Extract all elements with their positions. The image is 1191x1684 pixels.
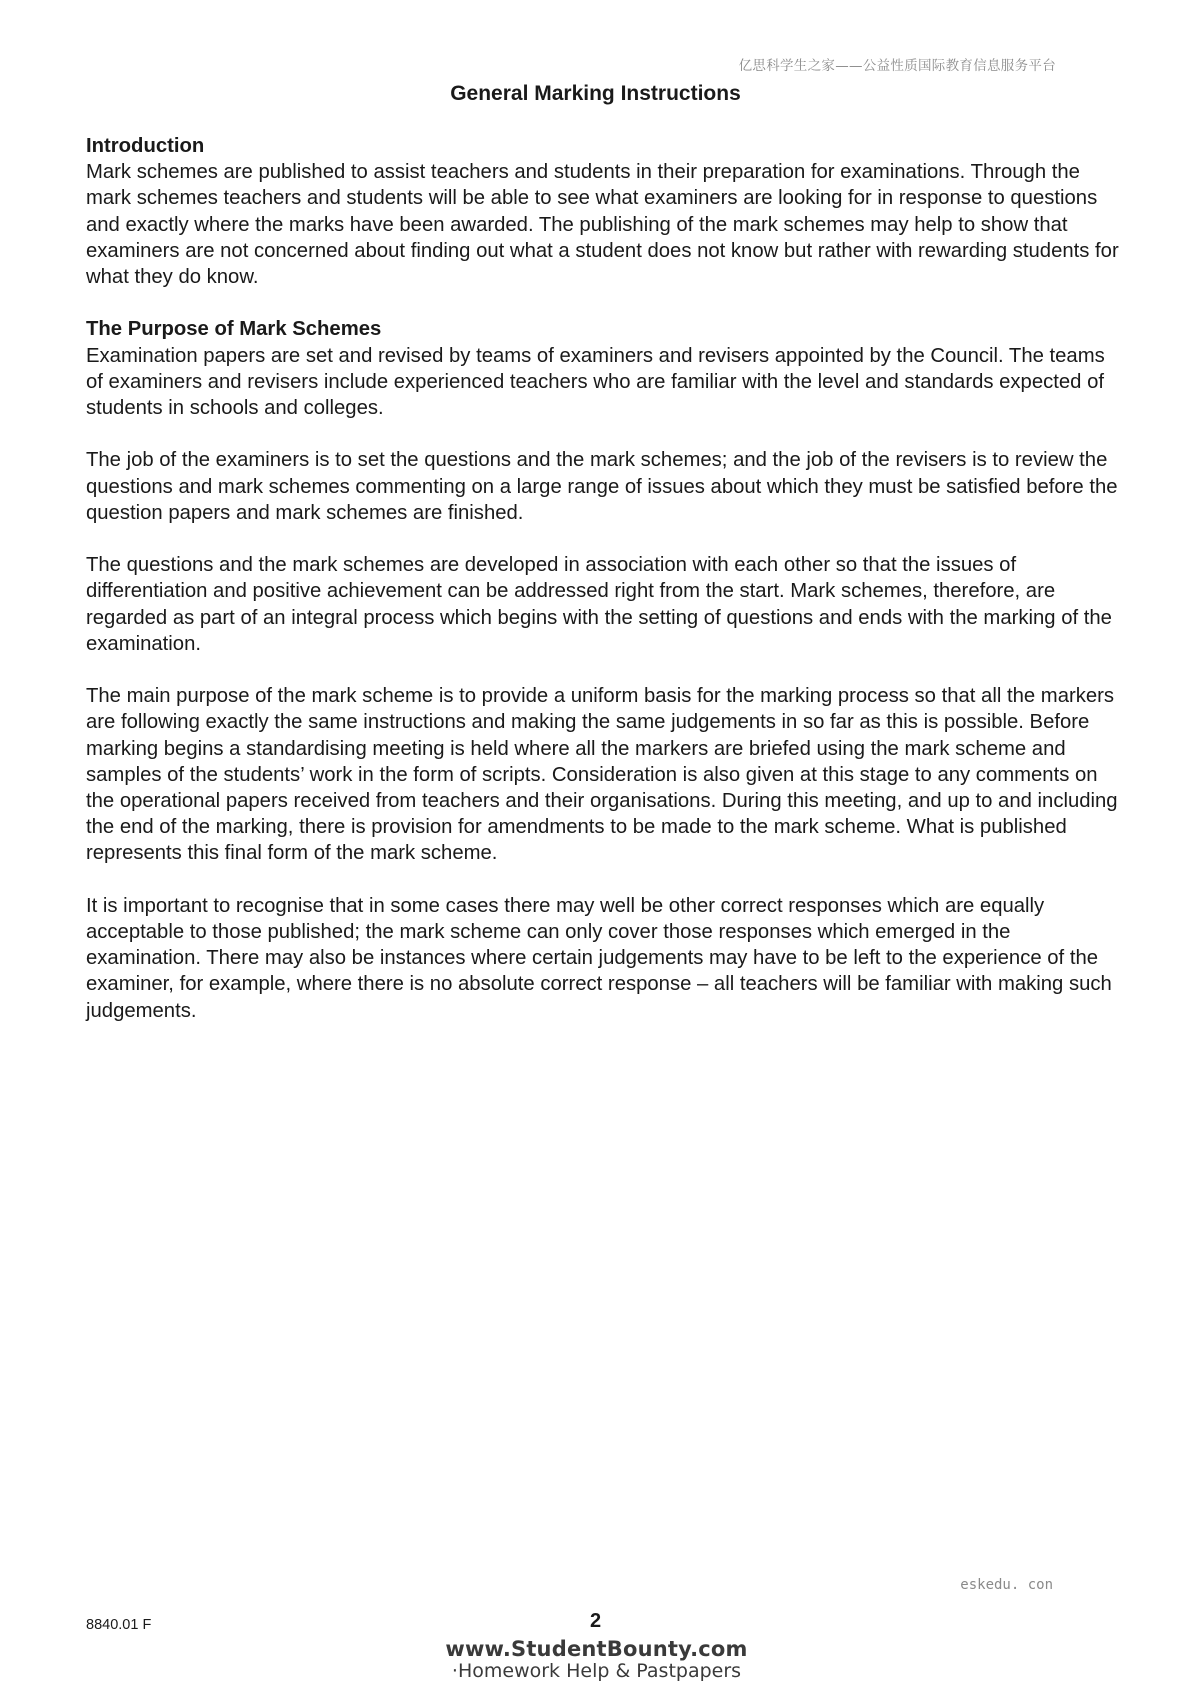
logo-url: www.StudentBounty.com: [445, 1637, 748, 1661]
document-code: 8840.01 F: [86, 1617, 152, 1633]
studentbounty-logo[interactable]: [444, 1638, 749, 1682]
introduction-heading: Introduction: [86, 135, 205, 157]
paragraph: Examination papers are set and revised by teams of examiners and revisers appointed by the Council. The teams of examiners and revisers include experienced teachers who are familiar with the level and standards expected of students in schools and colleges.: [86, 344, 1105, 420]
logo-tagline: ·Homework Help & Pastpapers: [451, 1660, 742, 1682]
purpose-heading: The Purpose of Mark Schemes: [86, 318, 382, 341]
document-body: [86, 133, 1126, 1050]
paragraph: The job of the examiners is to set the questions and the mark schemes; and the job of the revisers is to review the questions and mark schemes commenting on a large range of issues about which they must be satisfied before the question papers and mark schemes are finished.: [86, 449, 1118, 524]
paragraph: It is important to recognise that in some cases there may well be other correct responses which are equally acceptable to those published; the mark scheme can only cover those responses which emerged in the examination. There may also be instances where certain judgements may have to be left to the experience of the examiner, for example, where there is no absolute correct response – all teachers will be familiar with making such judgements.: [86, 894, 1112, 1022]
page-number: 2: [589, 1610, 602, 1632]
page-title: General Marking Instructions: [450, 82, 741, 105]
paragraph: The questions and the mark schemes are developed in association with each other so that the issues of differentiation and positive achievement can be addressed right from the start. Mark schemes, therefore, are regarded as part of an integral process which begins with the setting of questions and ends with the marking of the examination.: [86, 554, 1112, 655]
paragraph: The main purpose of the mark scheme is to provide a uniform basis for the marking process so that all the markers are following exactly the same instructions and making the same judgements in so far as this is possible. Before marking begins a standardising meeting is held where all the markers are briefed using the mark scheme and samples of the students’ work in the form of scripts. Consideration is also given at this stage to any comments on the operational papers received from teachers and their organisations. During this meeting, and up to and including the end of the marking, there is provision for amendments to be made to the mark scheme. What is published represents this final form of the mark scheme.: [86, 685, 1118, 865]
introduction-section: [86, 133, 1126, 290]
paragraph: Mark schemes are published to assist teachers and students in their preparation for examinations. Through the mark schemes teachers and students will be able to see what examiners are looking for in response to questions and exactly where the marks have been awarded. The publishing of the mark schemes may help to show that examiners are not concerned about finding out what a student does not know but rather with rewarding students for what they do know.: [86, 161, 1119, 289]
header-watermark: 亿思科学生之家——公益性质国际教育信息服务平台: [738, 58, 1056, 74]
footer-watermark: eskedu. con: [960, 1577, 1053, 1593]
purpose-section: [86, 316, 1126, 1023]
